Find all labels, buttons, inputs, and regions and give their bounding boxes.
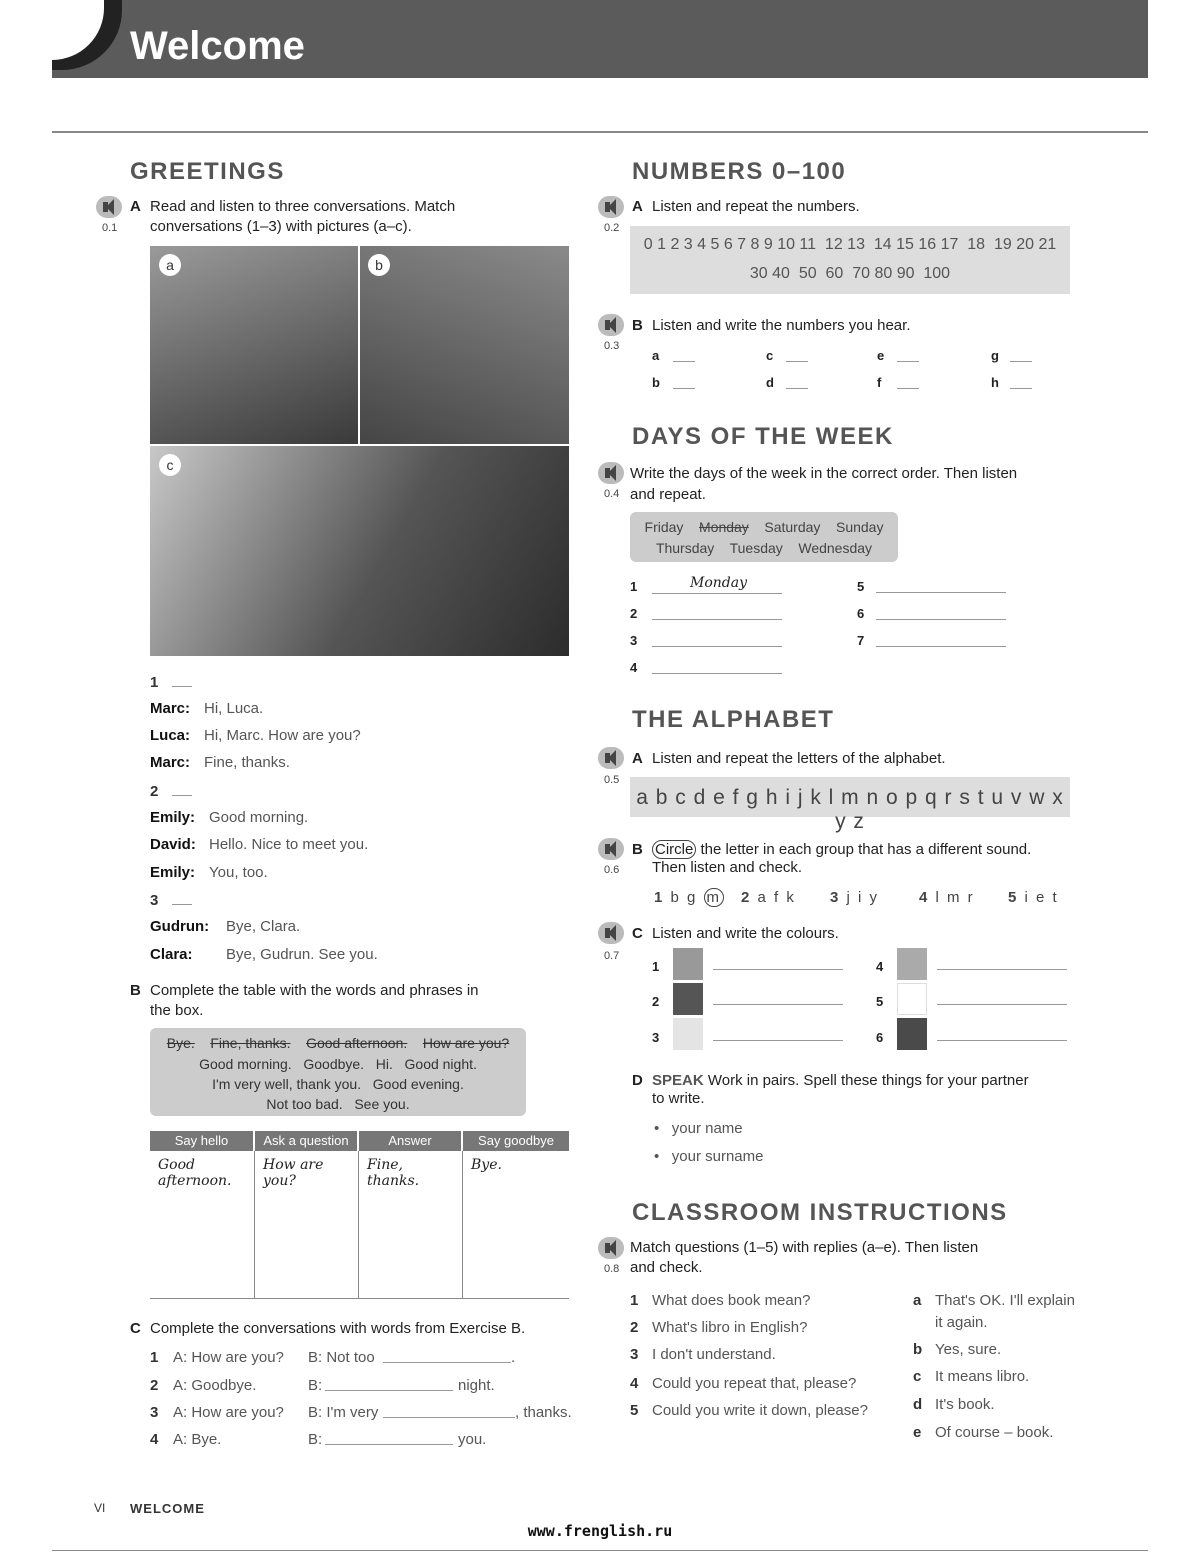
table-cell-entry[interactable]: How are you? [263,1157,324,1189]
dialogue-line: Hi, Marc. How are you? [204,727,361,744]
answer-blank[interactable] [652,619,782,620]
instruction-text: Complete the conversations with words from Exercise B. [150,1320,526,1337]
instruction-text: Listen and repeat the numbers. [652,198,860,215]
day-number: 6 [857,606,865,621]
box-phrase: Fine, thanks. [210,1035,291,1051]
instruction-text: Listen and write the colours. [652,925,839,942]
audio-speaker-icon[interactable] [598,196,624,218]
colour-number: 1 [652,959,660,974]
track-number: 0.8 [604,1263,620,1275]
table-header: Answer [359,1131,461,1151]
day-number: 4 [630,660,638,675]
instruction-text: Match questions (1–5) with replies (a–e). Then listen [630,1239,979,1256]
prompt-b: B: I'm very [308,1404,379,1421]
dialogue-line: You, too. [209,864,268,881]
table-header: Say hello [150,1131,253,1151]
blank-letter: h [991,375,999,390]
dialogue-line: Hi, Luca. [204,700,264,717]
day-number: 5 [857,579,865,594]
audio-speaker-icon[interactable] [598,922,624,944]
prompt-b: B: Not too [308,1349,375,1366]
table-cell-entry[interactable]: Good afternoon. [158,1157,232,1189]
speaker-name: Luca: [150,727,191,744]
question-number: 3 [630,1346,639,1363]
instruction-text: SPEAK Work in pairs. Spell these things for your partner [652,1072,1029,1089]
table-bottom-rule [150,1298,569,1299]
instruction-text: Complete the table with the words and phrases in [150,982,479,999]
word-box-line: Not too bad. See you. [266,1096,410,1112]
letter-group: 5 i e t [1008,889,1059,906]
instruction-text: Then listen and check. [652,859,803,876]
exercise-label: C [632,925,643,942]
exercise-label: B [632,841,643,858]
track-number: 0.3 [604,340,620,352]
answer-blank[interactable] [713,969,843,970]
day-number: 3 [630,633,638,648]
column-divider [462,1151,463,1299]
reply-text: it again. [935,1314,988,1331]
conversation-number: 1 [150,674,159,691]
colour-number: 5 [876,994,884,1009]
colour-swatch [897,1018,927,1050]
answer-blank[interactable] [876,619,1006,620]
blank-letter: a [652,348,660,363]
audio-speaker-icon[interactable] [598,462,624,484]
day-number: 7 [857,633,865,648]
answer-blank[interactable] [172,795,192,796]
speaker-name: Marc: [150,754,191,771]
prompt-b: B: [308,1377,323,1394]
item-number: 2 [150,1377,159,1394]
conversation-number: 3 [150,892,159,909]
track-number: 0.1 [102,222,118,234]
table-cell-entry[interactable]: Fine, thanks. [367,1157,420,1189]
colour-number: 3 [652,1030,660,1045]
day-number: 2 [630,606,638,621]
blank-letter: b [652,375,660,390]
table-header: Ask a question [255,1131,357,1151]
prompt-end: night. [458,1377,495,1394]
box-phrase: Bye. [166,1035,195,1051]
blank-letter: d [766,375,774,390]
day-word: Thursday [655,540,715,556]
letter-group: 3 j i y [830,889,880,906]
circled-letter: m [704,888,725,907]
answer-blank[interactable] [937,1004,1067,1005]
answer-blank[interactable] [673,388,695,389]
question-number: 5 [630,1402,639,1419]
letter-group: 2 a f k [741,889,796,906]
box-phrase: Good afternoon. [306,1035,408,1051]
audio-speaker-icon[interactable] [598,747,624,769]
question-number: 2 [630,1319,639,1336]
classroom-heading: CLASSROOM INSTRUCTIONS [632,1199,1008,1226]
day-word: Monday [699,519,749,535]
handwritten-answer: Monday [690,575,747,591]
speaker-name: David: [150,836,196,853]
prompt-a: A: Goodbye. [173,1377,257,1394]
word-box-line: I'm very well, thank you. Good evening. [212,1076,464,1092]
prompt-end: you. [458,1431,487,1448]
instruction-text: and check. [630,1259,703,1276]
numbers-row: 30 40 50 60 70 80 90 100 [749,265,951,282]
prompt-b: B: [308,1431,323,1448]
audio-speaker-icon[interactable] [598,314,624,336]
page-title: Welcome [130,24,305,68]
answer-blank[interactable] [876,592,1006,593]
instruction-text: Listen and repeat the letters of the alphabet. [652,750,946,767]
answer-blank[interactable] [1010,388,1032,389]
prompt-a: A: How are you? [173,1349,284,1366]
track-number: 0.2 [604,222,620,234]
instruction-text: Read and listen to three conversations. Match [150,198,456,215]
prompt-end: , thanks. [515,1404,572,1421]
reply-text: It means libro. [935,1368,1030,1385]
photo-c [150,446,569,656]
track-number: 0.7 [604,950,620,962]
dialogue-line: Hello. Nice to meet you. [209,836,369,853]
reply-text: It's book. [935,1396,995,1413]
days-box-line [630,519,898,535]
numbers-heading: NUMBERS 0–100 [632,158,847,185]
answer-blank[interactable] [897,361,919,362]
picture-letter: b [368,254,390,276]
greetings-heading: GREETINGS [130,158,285,185]
conversation-number: 2 [150,783,159,800]
table-cell-entry[interactable]: Bye. [471,1157,502,1173]
day-word: Tuesday [729,540,783,556]
instruction-text: conversations (1–3) with pictures (a–c). [150,218,412,235]
answer-blank[interactable] [652,673,782,674]
blank-letter: f [877,375,882,390]
colour-swatch [673,983,703,1015]
track-number: 0.5 [604,774,620,786]
greetings-table [150,1131,569,1299]
answer-blank[interactable] [383,1417,515,1418]
instruction-text: Circle the letter in each group that has a different sound. [652,840,1031,860]
photo-a [150,246,358,444]
colour-number: 4 [876,959,884,974]
blank-letter: e [877,348,885,363]
reply-text: That's OK. I'll explain [935,1292,1075,1309]
reply-text: Yes, sure. [935,1341,1002,1358]
bullet-item: • your name [654,1120,743,1137]
blank-letter: c [766,348,774,363]
exercise-label: A [632,750,643,767]
audio-speaker-icon[interactable] [598,1237,624,1259]
audio-speaker-icon[interactable] [598,838,624,860]
exercise-label: D [632,1072,643,1089]
bottom-divider [52,1550,1148,1551]
blank-letter: g [991,348,999,363]
answer-blank[interactable] [172,904,192,905]
days-box-line [630,540,898,556]
colour-swatch [673,1018,703,1050]
day-word: Friday [644,519,684,535]
instruction-text: Write the days of the week in the correct order. Then listen [630,465,1018,482]
answer-blank[interactable] [652,593,782,594]
answer-blank[interactable] [713,1004,843,1005]
day-word: Sunday [835,519,884,535]
footer-site-url[interactable]: www.frenglish.ru [527,1522,673,1540]
colour-swatch [673,948,703,980]
word-box-line [150,1035,526,1051]
answer-blank[interactable] [897,388,919,389]
page-number: VI [94,1501,106,1515]
day-word: Wednesday [798,540,873,556]
item-number: 4 [150,1431,159,1448]
track-number: 0.4 [604,488,620,500]
speaker-name: Emily: [150,809,196,826]
speaker-name: Emily: [150,864,196,881]
colour-swatch [897,983,927,1015]
reply-letter: e [913,1424,922,1441]
column-divider [254,1151,255,1299]
instruction-text: the box. [150,1002,204,1019]
answer-blank[interactable] [713,1040,843,1041]
bullet-item: • your surname [654,1148,764,1165]
prompt-a: A: How are you? [173,1404,284,1421]
item-number: 1 [150,1349,159,1366]
speaker-name: Gudrun: [150,918,210,935]
letter-group: 1 b g m [654,889,724,906]
track-number: 0.6 [604,864,620,876]
answer-blank[interactable] [325,1444,453,1445]
answer-blank[interactable] [325,1390,453,1391]
answer-blank[interactable] [673,361,695,362]
alphabet-letters: a b c d e f g h i j k l m n o p q r s t u v w x y z [636,786,1064,833]
speaker-name: Clara: [150,946,193,963]
picture-letter: c [159,454,181,476]
question-text: I don't understand. [652,1346,776,1363]
instruction-text: and repeat. [630,486,706,503]
answer-blank[interactable] [937,1040,1067,1041]
circled-word: Circle [652,840,696,859]
top-divider [52,131,1148,133]
answer-blank[interactable] [876,646,1006,647]
box-phrase: How are you? [422,1035,510,1051]
question-text: Could you write it down, please? [652,1402,868,1419]
day-word: Saturday [764,519,821,535]
item-number: 3 [150,1404,159,1421]
exercise-label: A [632,198,643,215]
answer-blank[interactable] [786,361,808,362]
word-box-line: Good morning. Goodbye. Hi. Good night. [199,1056,477,1072]
numbers-row: 0 1 2 3 4 5 6 7 8 9 10 11 12 13 14 15 16 17 18 19 20 21 [643,236,1057,253]
dialogue-line: Good morning. [209,809,309,826]
dialogue-line: Bye, Clara. [226,918,301,935]
reply-letter: d [913,1396,923,1413]
answer-blank[interactable] [786,388,808,389]
footer-section: WELCOME [130,1501,205,1516]
prompt-end: . [511,1349,516,1366]
photo-b [360,246,569,444]
question-text: Could you repeat that, please? [652,1375,857,1392]
exercise-label: C [130,1320,141,1337]
question-text: What's libro in English? [652,1319,808,1336]
picture-letter: a [159,254,181,276]
day-number: 1 [630,579,638,594]
exercise-label: B [130,982,141,999]
alphabet-heading: THE ALPHABET [632,706,835,733]
exercise-label: A [130,198,141,215]
answer-blank[interactable] [652,646,782,647]
answer-blank[interactable] [383,1362,511,1363]
dialogue-line: Fine, thanks. [204,754,290,771]
table-header: Say goodbye [463,1131,569,1151]
reply-letter: a [913,1292,922,1309]
colour-number: 2 [652,994,660,1009]
colour-swatch [897,948,927,980]
instruction-text: to write. [652,1090,705,1107]
column-divider [358,1151,359,1299]
speaker-name: Marc: [150,700,191,717]
question-number: 4 [630,1375,639,1392]
instruction-text: Listen and write the numbers you hear. [652,317,911,334]
question-number: 1 [630,1292,639,1309]
colour-number: 6 [876,1030,884,1045]
reply-letter: b [913,1341,923,1358]
prompt-a: A: Bye. [173,1431,222,1448]
question-text: What does book mean? [652,1292,811,1309]
reply-letter: c [913,1368,922,1385]
answer-blank[interactable] [1010,361,1032,362]
exercise-label: B [632,317,643,334]
audio-speaker-icon[interactable] [96,196,122,218]
answer-blank[interactable] [937,969,1067,970]
answer-blank[interactable] [172,686,192,687]
reply-text: Of course – book. [935,1424,1054,1441]
days-heading: DAYS OF THE WEEK [632,423,894,450]
dialogue-line: Bye, Gudrun. See you. [226,946,378,963]
letter-group: 4 l m r [919,889,975,906]
